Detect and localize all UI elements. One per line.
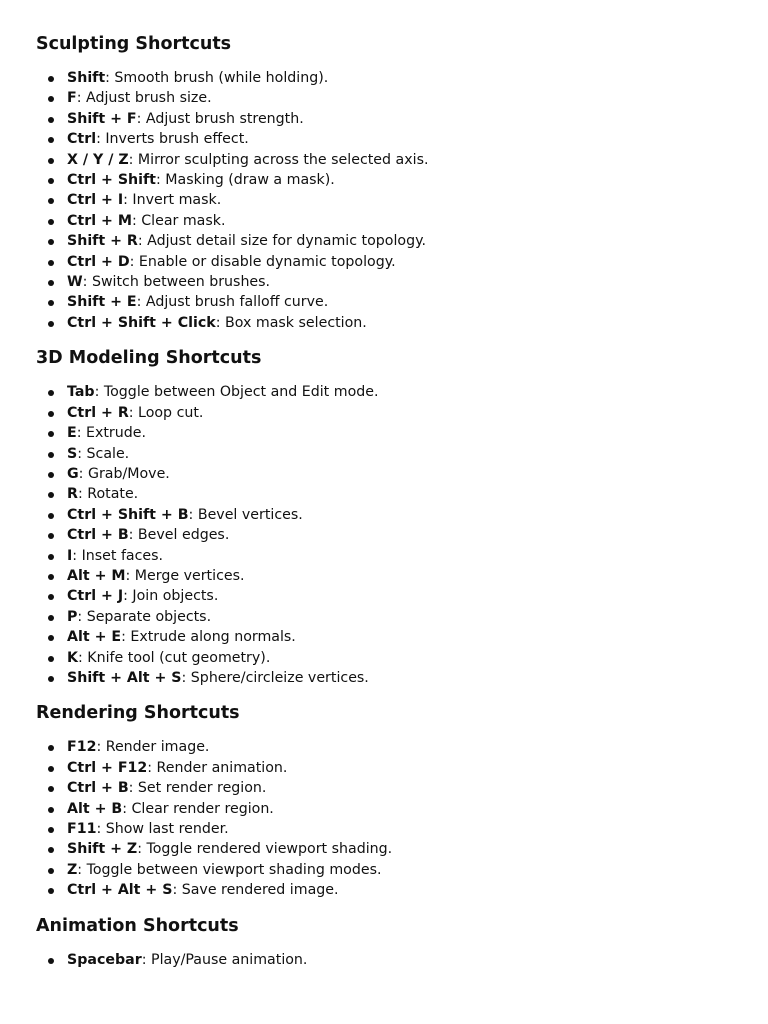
list-item <box>36 313 732 333</box>
bullet-icon <box>48 574 54 580</box>
bullet-icon <box>48 178 54 184</box>
list-item <box>36 607 732 627</box>
bullet-icon <box>48 958 54 964</box>
shortcut-key: K <box>67 649 78 666</box>
shortcut-description: : Sphere/circleize vertices. <box>181 669 369 686</box>
shortcut-key: Spacebar <box>67 951 142 968</box>
shortcut-description: : Scale. <box>77 445 130 462</box>
bullet-icon <box>48 321 54 327</box>
shortcut-description: : Toggle rendered viewport shading. <box>137 841 393 858</box>
shortcut-key: Ctrl + D <box>67 253 130 270</box>
list-item <box>36 88 732 108</box>
shortcut-description: : Clear mask. <box>131 212 226 229</box>
shortcut-key: Ctrl + Shift + B <box>67 506 189 523</box>
shortcut-key: Ctrl + Shift + Click <box>67 314 216 331</box>
list-item <box>36 668 732 688</box>
shortcut-key: E <box>67 425 77 442</box>
list-item <box>36 586 732 606</box>
bullet-icon <box>48 239 54 245</box>
shortcut-description: : Bevel edges. <box>128 527 230 544</box>
list-item <box>36 525 732 545</box>
shortcut-description: : Bevel vertices. <box>188 506 303 523</box>
shortcut-key: X / Y / Z <box>67 151 129 168</box>
bullet-icon <box>48 513 54 519</box>
bullet-icon <box>48 472 54 478</box>
bullet-icon <box>48 868 54 874</box>
bullet-icon <box>48 635 54 641</box>
shortcut-key: Shift + R <box>67 233 138 250</box>
list-item <box>36 839 732 859</box>
bullet-icon <box>48 533 54 539</box>
list-item <box>36 211 732 231</box>
bullet-icon <box>48 117 54 123</box>
bullet-icon <box>48 219 54 225</box>
shortcut-description: : Grab/Move. <box>78 465 170 482</box>
list-item <box>36 150 732 170</box>
list-item <box>36 627 732 647</box>
bullet-icon <box>48 766 54 772</box>
shortcut-key: Shift + F <box>67 110 137 127</box>
list-item <box>36 484 732 504</box>
list-item <box>36 382 732 402</box>
shortcut-description: : Switch between brushes. <box>82 274 271 291</box>
bullet-icon <box>48 280 54 286</box>
section-title: Animation Shortcuts <box>36 915 239 936</box>
list-item <box>36 170 732 190</box>
shortcut-key: F <box>67 90 77 107</box>
shortcut-description: : Show last render. <box>96 821 229 837</box>
bullet-icon <box>48 390 54 396</box>
bullet-icon <box>48 888 54 894</box>
list-item <box>36 444 732 464</box>
shortcut-key: W <box>67 274 83 291</box>
shortcut-description: : Render animation. <box>147 759 288 776</box>
bullet-icon <box>48 260 54 266</box>
shortcut-list <box>36 382 732 688</box>
shortcut-key: G <box>67 465 79 482</box>
shortcut-description: : Adjust brush falloff curve. <box>136 294 329 311</box>
list-item <box>36 464 732 484</box>
shortcut-section <box>36 346 732 688</box>
bullet-icon <box>48 492 54 498</box>
shortcut-description: : Toggle between viewport shading modes. <box>77 861 382 878</box>
shortcut-key: Ctrl + I <box>67 192 124 209</box>
shortcut-description: : Extrude. <box>76 425 146 442</box>
bullet-icon <box>48 656 54 662</box>
list-item <box>36 860 732 880</box>
bullet-icon <box>48 676 54 682</box>
shortcut-key: Shift <box>67 70 106 86</box>
section-title: 3D Modeling Shortcuts <box>36 348 262 369</box>
shortcut-description: : Inset faces. <box>72 547 164 564</box>
shortcut-description: : Toggle between Object and Edit mode. <box>94 384 379 401</box>
shortcut-description: : Mirror sculpting across the selected axis. <box>128 151 429 168</box>
list-item <box>36 737 732 757</box>
shortcut-key: Ctrl + Alt + S <box>67 882 173 899</box>
bullet-icon <box>48 554 54 560</box>
list-item <box>36 778 732 798</box>
shortcut-section <box>36 32 732 333</box>
bullet-icon <box>48 411 54 417</box>
shortcut-key: Alt + M <box>67 567 126 584</box>
list-item <box>36 252 732 272</box>
list-item <box>36 950 732 970</box>
shortcut-description: : Invert mask. <box>123 192 222 209</box>
list-item <box>36 648 732 668</box>
bullet-icon <box>48 615 54 621</box>
bullet-icon <box>48 158 54 164</box>
shortcut-description: : Extrude along normals. <box>121 629 296 646</box>
shortcut-description: : Rotate. <box>77 486 139 503</box>
shortcut-key: Ctrl + J <box>67 588 124 605</box>
shortcut-key: Alt + E <box>67 629 122 646</box>
shortcut-key: F12 <box>67 739 97 756</box>
bullet-icon <box>48 594 54 600</box>
shortcut-key: Alt + B <box>67 800 123 817</box>
list-item <box>36 231 732 251</box>
list-item <box>36 566 732 586</box>
shortcut-description: : Separate objects. <box>77 608 212 625</box>
shortcut-key: Ctrl + R <box>67 404 129 421</box>
bullet-icon <box>48 96 54 102</box>
shortcut-key: Shift + Z <box>67 841 138 858</box>
shortcut-key: P <box>67 608 78 625</box>
bullet-icon <box>48 431 54 437</box>
shortcut-key: Shift + Alt + S <box>67 669 182 686</box>
shortcut-key: Ctrl + Shift <box>67 172 156 189</box>
list-item <box>36 109 732 129</box>
shortcut-description: : Adjust brush size. <box>76 90 212 107</box>
list-item <box>36 423 732 443</box>
shortcut-description: : Smooth brush (while holding). <box>105 70 329 86</box>
list-item <box>36 799 732 819</box>
shortcut-description: : Render image. <box>96 739 210 756</box>
list-item <box>36 68 732 88</box>
shortcut-description: : Masking (draw a mask). <box>155 172 335 189</box>
shortcut-description: : Set render region. <box>128 780 267 797</box>
shortcut-description: : Save rendered image. <box>172 882 339 899</box>
bullet-icon <box>48 745 54 751</box>
shortcut-description: : Loop cut. <box>128 404 204 421</box>
list-item <box>36 292 732 312</box>
bullet-icon <box>48 137 54 143</box>
shortcut-key: Ctrl + F12 <box>67 759 148 776</box>
shortcut-section <box>36 914 732 970</box>
list-item <box>36 505 732 525</box>
bullet-icon <box>48 807 54 813</box>
shortcut-description: : Adjust brush strength. <box>136 110 304 127</box>
shortcut-key: Ctrl + M <box>67 212 132 229</box>
bullet-icon <box>48 847 54 853</box>
list-item <box>36 546 732 566</box>
bullet-icon <box>48 76 54 82</box>
section-title: Sculpting Shortcuts <box>36 34 232 54</box>
list-item <box>36 819 732 839</box>
shortcut-key: I <box>67 547 73 564</box>
list-item <box>36 190 732 210</box>
shortcut-key: Z <box>67 861 78 878</box>
shortcut-key: Tab <box>67 384 95 401</box>
shortcut-description: : Clear render region. <box>122 800 274 817</box>
bullet-icon <box>48 198 54 204</box>
list-item <box>36 403 732 423</box>
list-item <box>36 129 732 149</box>
shortcut-description: : Box mask selection. <box>215 314 367 331</box>
shortcut-list <box>36 950 732 970</box>
shortcut-key: F11 <box>67 821 97 837</box>
list-item <box>36 880 732 900</box>
shortcut-description: : Play/Pause animation. <box>141 951 308 968</box>
shortcut-description: : Inverts brush effect. <box>96 131 249 148</box>
shortcut-description: : Merge vertices. <box>125 567 245 584</box>
shortcut-description: : Knife tool (cut geometry). <box>78 649 271 666</box>
shortcut-key: Shift + E <box>67 294 137 311</box>
shortcut-section <box>36 701 732 900</box>
shortcut-list <box>36 68 732 333</box>
shortcut-list <box>36 737 732 900</box>
shortcut-key: Ctrl + B <box>67 780 129 797</box>
bullet-icon <box>48 300 54 306</box>
bullet-icon <box>48 786 54 792</box>
shortcut-key: R <box>67 486 78 503</box>
shortcut-description: : Join objects. <box>123 588 219 605</box>
bullet-icon <box>48 827 54 833</box>
bullet-icon <box>48 452 54 458</box>
shortcut-key: S <box>67 445 78 462</box>
shortcut-description: : Enable or disable dynamic topology. <box>129 253 396 270</box>
shortcut-key: Ctrl + B <box>67 527 129 544</box>
section-title: Rendering Shortcuts <box>36 703 240 724</box>
list-item <box>36 758 732 778</box>
shortcut-description: : Adjust detail size for dynamic topology. <box>137 233 426 250</box>
shortcut-key: Ctrl <box>67 131 97 148</box>
list-item <box>36 272 732 292</box>
